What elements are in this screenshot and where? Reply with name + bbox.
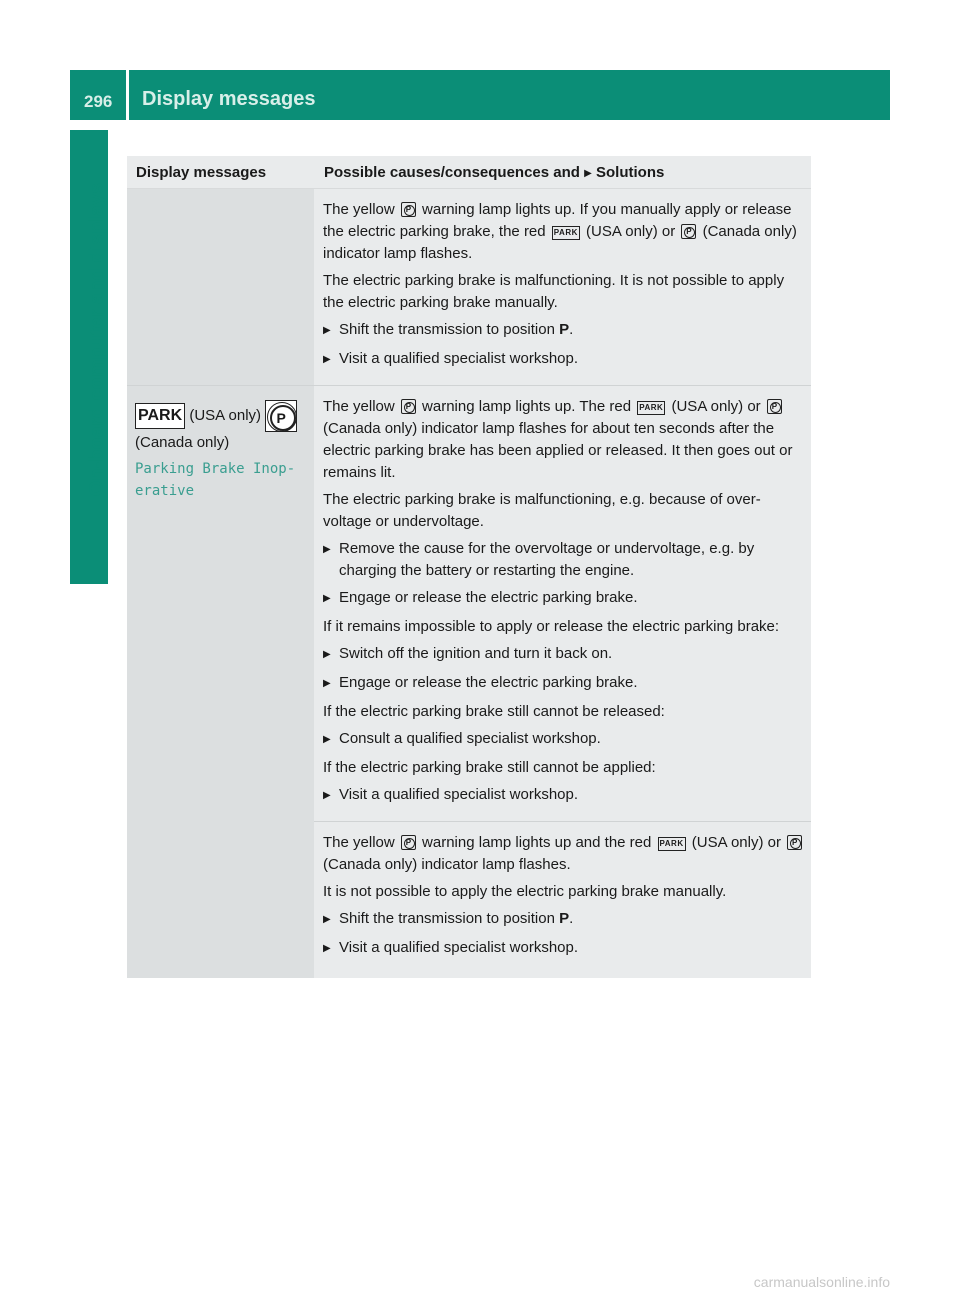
text: warning lamp lights up. If you manually apply or release the electric parking brake, the red [323,201,792,240]
arrow-right-icon [323,672,339,696]
text: The yellow [323,201,395,218]
section-label: On-board computer and displays [86,182,109,496]
parking-brake-icon: P [401,399,416,414]
paragraph: If it remains impossible to apply or release the electric parking brake: [323,618,780,635]
text: Switch off the ignition and turn it back on. [339,645,613,662]
display-messages-table [127,156,811,978]
paragraph [323,199,805,265]
parking-brake-icon: P [787,835,802,850]
paragraph: It is not possible to apply the electric parking brake manually. [323,883,727,900]
message-cell-empty [127,821,314,978]
list-item [323,728,805,752]
message-cell-empty [127,189,314,385]
text: Engage or release the electric parking brake. [339,589,638,606]
col-header-solutions [314,156,811,188]
section-label-wrap [70,130,126,548]
park-icon: PARK [135,403,185,429]
arrow-right-icon [584,164,592,181]
text: (Canada only) indicator lamp flashes for about ten seconds after the electric parking brake has been applied or released. It then goes out or remains lit. [323,420,793,481]
paragraph: The electric parking brake is malfunctioning, e.g. because of over- voltage or undervoltage. [323,491,761,530]
text: Shift the transmission to position P. [339,321,574,338]
arrow-right-icon [323,784,339,808]
page-number: 296 [70,70,126,120]
parking-brake-icon: P [681,224,696,239]
table-row [127,385,811,821]
col-header-messages: Display messages [136,164,267,181]
text: Engage or release the electric parking brake. [339,674,638,691]
solution-cell [314,189,811,385]
text: Visit a qualified specialist workshop. [339,350,579,367]
message-icons [135,400,306,454]
text: Remove the cause for the overvoltage or undervoltage, e.g. by charging the battery or restarting the engine. [339,540,755,579]
park-icon: PARK [658,837,686,851]
table-row [127,189,811,385]
message-cell [127,386,314,821]
watermark: carmanualsonline.info [753,1274,890,1290]
list-item [323,672,805,696]
text: (USA only) or [691,834,781,851]
table-row [127,821,811,978]
text: (Canada only) indicator lamp flashes. [323,223,797,262]
parking-brake-icon: P [401,835,416,850]
list-item [323,587,805,611]
text: Visit a qualified specialist workshop. [339,939,579,956]
paragraph: The electric parking brake is malfunctioning. It is not possible to apply the electric parking brake manually. [323,272,785,311]
text: The yellow [323,834,395,851]
parking-brake-icon: P [401,202,416,217]
arrow-right-icon [323,538,339,582]
list-item [323,937,805,961]
canada-label: (Canada only) [135,434,230,451]
text: (USA only) or [671,398,761,415]
list-item [323,538,805,582]
usa-label: (USA only) [189,406,262,424]
table-header [127,156,811,189]
arrow-right-icon [323,643,339,667]
paragraph: If the electric parking brake still cannot be released: [323,703,665,720]
arrow-right-icon [323,937,339,961]
text: (Canada only) indicator lamp flashes. [323,856,571,873]
list-item [323,319,805,343]
list-item [323,784,805,808]
text: Consult a qualified specialist workshop. [339,730,601,747]
display-message: Parking Brake Inop‐ erative [135,461,296,499]
solution-cell [314,386,811,821]
arrow-right-icon [323,728,339,752]
list-item [323,908,805,932]
text: Shift the transmission to position P. [339,910,574,927]
paragraph: If the electric parking brake still cannot be applied: [323,759,656,776]
list-item [323,643,805,667]
col-header-solutions-label: Possible causes/consequences and [324,164,580,181]
text: The yellow [323,398,395,415]
arrow-right-icon [323,319,339,343]
parking-brake-icon: P [767,399,782,414]
arrow-right-icon [323,587,339,611]
page-title: Display messages [129,70,890,120]
arrow-right-icon [323,348,339,372]
col-header-solutions-suffix: Solutions [596,164,665,181]
paragraph [323,832,805,876]
arrow-right-icon [323,908,339,932]
text: (USA only) or [586,223,676,240]
park-icon: PARK [552,226,580,240]
text: warning lamp lights up and the red [422,834,652,851]
text: warning lamp lights up. The red [422,398,632,415]
solution-cell [314,821,811,978]
paragraph [323,396,805,484]
text: Visit a qualified specialist workshop. [339,786,579,803]
list-item [323,348,805,372]
park-icon: PARK [637,401,665,415]
parking-brake-icon: P [265,400,297,432]
